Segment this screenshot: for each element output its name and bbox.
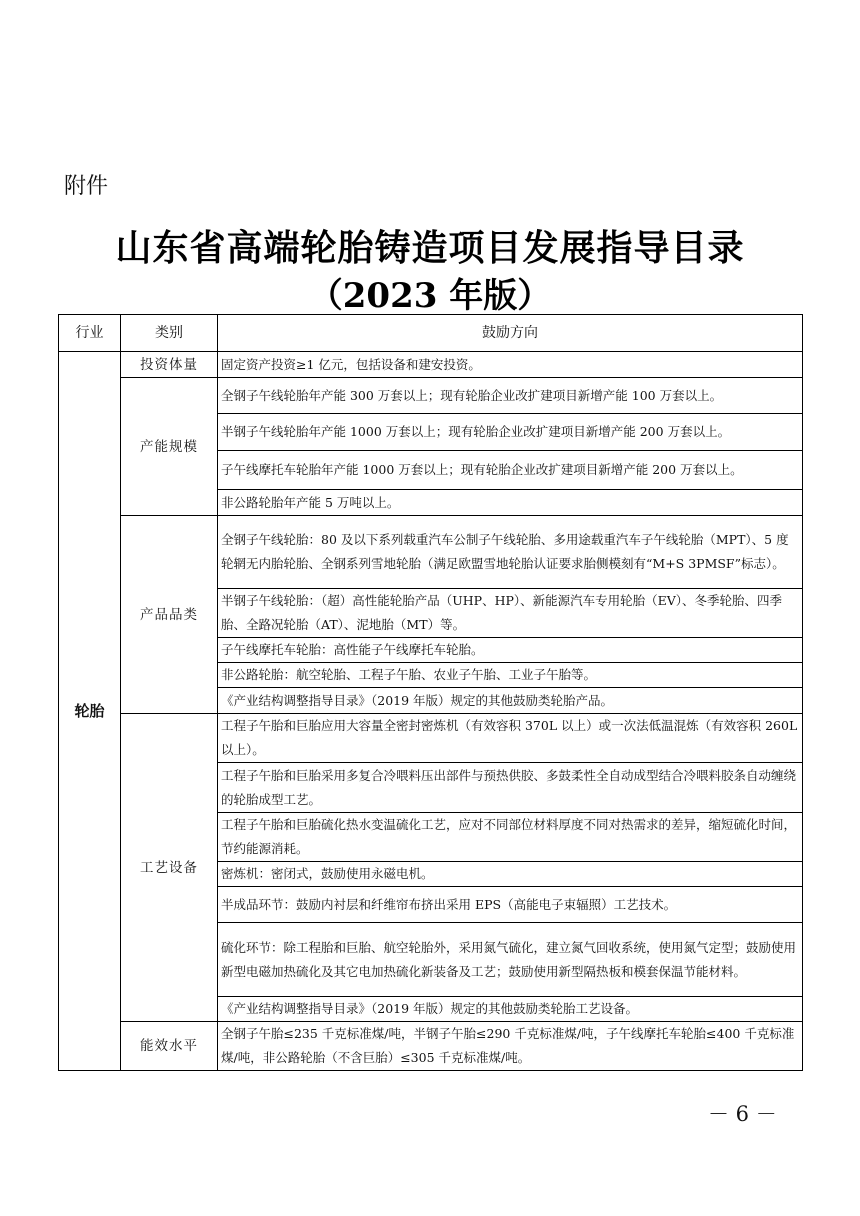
table-row (59, 1022, 803, 1071)
page-number: － 6 － (708, 1102, 777, 1126)
direction-cell: 子午线摩托车轮胎年产能 1000 万套以上；现有轮胎企业改扩建项目新增产能 200 万套以上。 (218, 451, 803, 490)
table-row (59, 516, 803, 589)
direction-cell: 半钢子午线轮胎：（超）高性能轮胎产品（UHP、HP）、新能源汽车专用轮胎（EV）、冬季轮胎、四季胎、全路况轮胎（AT）、泥地胎（MT）等。 (218, 589, 803, 638)
document-edition: （2023 年版） (308, 276, 552, 316)
header-category: 类别 (121, 315, 218, 352)
category-cell: 投资体量 (121, 352, 218, 378)
direction-cell: 全钢子午线轮胎年产能 300 万套以上；现有轮胎企业改扩建项目新增产能 100 万套以上。 (218, 378, 803, 414)
table-header-row (59, 315, 803, 352)
direction-cell: 工程子午胎和巨胎采用多复合冷喂料压出部件与预热供胶、多鼓柔性全自动成型结合冷喂料胶条自动缠绕的轮胎成型工艺。 (218, 763, 803, 813)
header-industry: 行业 (59, 315, 121, 352)
table-row (59, 714, 803, 763)
direction-cell: 非公路轮胎年产能 5 万吨以上。 (218, 490, 803, 516)
direction-cell: 半成品环节：鼓励内衬层和纤维帘布挤出采用 EPS（高能电子束辐照）工艺技术。 (218, 887, 803, 923)
direction-cell: 全钢子午胎≤235 千克标准煤/吨，半钢子午胎≤290 千克标准煤/吨，子午线摩托车轮胎≤400 千克标准煤/吨，非公路轮胎（不含巨胎）≤305 千克标准煤/吨。 (218, 1022, 803, 1071)
category-cell: 工艺设备 (121, 714, 218, 1022)
attachment-label: 附件 (64, 174, 109, 199)
direction-cell: 非公路轮胎：航空轮胎、工程子午胎、农业子午胎、工业子午胎等。 (218, 663, 803, 688)
direction-cell: 工程子午胎和巨胎硫化热水变温硫化工艺，应对不同部位材料厚度不同对热需求的差异，缩短硫化时间，节约能源消耗。 (218, 813, 803, 862)
direction-cell: 工程子午胎和巨胎应用大容量全密封密炼机（有效容积 370L 以上）或一次法低温混炼（有效容积 260L 以上）。 (218, 714, 803, 763)
direction-cell: 固定资产投资≥1 亿元，包括设备和建安投资。 (218, 352, 803, 378)
direction-cell: 《产业结构调整指导目录》（2019 年版）规定的其他鼓励类轮胎工艺设备。 (218, 997, 803, 1022)
category-cell: 能效水平 (121, 1022, 218, 1071)
guide-table (58, 314, 803, 1071)
category-cell: 产品品类 (121, 516, 218, 714)
direction-cell: 硫化环节：除工程胎和巨胎、航空轮胎外，采用氮气硫化，建立氮气回收系统，使用氮气定型；鼓励使用新型电磁加热硫化及其它电加热硫化新装备及工艺；鼓励使用新型隔热板和模套保温节能材料。 (218, 923, 803, 997)
header-direction: 鼓励方向 (218, 315, 803, 352)
direction-cell: 《产业结构调整指导目录》（2019 年版）规定的其他鼓励类轮胎产品。 (218, 688, 803, 714)
direction-cell: 全钢子午线轮胎：80 及以下系列载重汽车公制子午线轮胎、多用途载重汽车子午线轮胎（MPT）、5 度轮辋无内胎轮胎、全钢系列雪地轮胎（满足欧盟雪地轮胎认证要求胎侧模刻有“M+S 3PMSF”标志）。 (218, 516, 803, 589)
direction-cell: 子午线摩托车轮胎：高性能子午线摩托车轮胎。 (218, 638, 803, 663)
table-row (59, 352, 803, 378)
industry-cell: 轮胎 (59, 352, 121, 1071)
table-row (59, 378, 803, 414)
direction-cell: 密炼机：密闭式，鼓励使用永磁电机。 (218, 862, 803, 887)
direction-cell: 半钢子午线轮胎年产能 1000 万套以上；现有轮胎企业改扩建项目新增产能 200 万套以上。 (218, 414, 803, 451)
document-title: 山东省高端轮胎铸造项目发展指导目录 (115, 227, 745, 269)
category-cell: 产能规模 (121, 378, 218, 516)
